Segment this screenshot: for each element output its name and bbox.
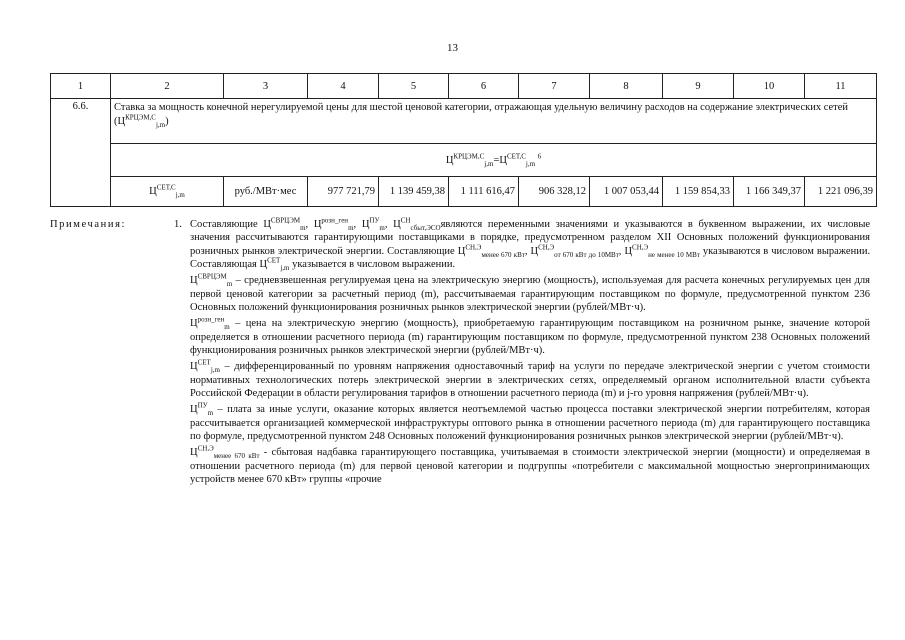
column-header: 8 <box>590 74 663 99</box>
value-cell: 906 328,12 <box>519 177 590 207</box>
table-row-values <box>51 177 877 207</box>
value-cell: 977 721,79 <box>308 177 379 207</box>
values-symbol: $Ц^{СЕТ,С}_{j,m}$ <box>111 177 224 207</box>
rate-formula: $Ц^{КРЦЭМ,С}_{j,m}=Ц^{СЕТ,С}_{j,m}$ $^6$ <box>111 144 877 177</box>
row-number: 6.6. <box>51 99 111 207</box>
row-description-text: Ставка за мощность конечной нерегулируемой цены для шестой ценовой категории, отражающая удельную величину расходов на содержание электрических сетей <box>114 102 849 113</box>
column-header: 10 <box>734 74 805 99</box>
table-header-row <box>51 74 877 99</box>
column-header: 6 <box>449 74 519 99</box>
value-cell: 1 166 349,37 <box>734 177 805 207</box>
column-header: 4 <box>308 74 379 99</box>
note-paragraph: $Ц^{СН,Э}_{менее 670 кВт}$ - сбытовая надбавка гарантирующего поставщика, учитываемая в стоимости электрической энергии (мощности) и определяемая в отношении расчетного периода (m) для первой ценовой категории и подгруппы «потребители с максимальной мощностью энергопринимающих устройств менее 670 кВт» группы «прочие <box>190 444 870 485</box>
unit-cell: руб./МВт·мес <box>224 177 308 207</box>
column-header: 3 <box>224 74 308 99</box>
page-number: 13 <box>447 42 458 54</box>
column-header: 7 <box>519 74 590 99</box>
row-description: Ставка за мощность конечной нерегулируемой цены для шестой ценовой категории, отражающая удельную величину расходов на содержание электрических сетей $(Ц^{КРЦЭМ,С}_{j,m})$ <box>111 99 877 144</box>
note-paragraph: $Ц^{СВРЦЭМ}_m$ – средневзвешенная регулируемая цена на электрическую энергию (мощность), используемая для расчета конечных регулируемых цен для первой ценовой категории за расчетный период (m), рассчитываемая гарантирующим поставщиком по формуле, предусмотренной пунктом 236 Основных положений функционирования розничных рынков электрической энергии (рублей/МВт·ч). <box>190 272 871 313</box>
rates-table <box>50 73 877 207</box>
column-header: 9 <box>663 74 734 99</box>
table-row-description <box>51 99 877 144</box>
column-header: 1 <box>51 74 111 99</box>
value-cell: 1 111 616,47 <box>449 177 519 207</box>
note-paragraph: $Ц^{ПУ}_m$ – плата за иные услуги, оказание которых является неотъемлемой частью процесса поставки электрической энергии потребителям, которая рассчитывается организацией коммерческой инфраструктуры оптового рынка в отношении расчетного периода (m) для гарантирующего поставщика по формуле, предусмотренной пунктом 248 Основных положений функционирования розничных рынков электрической энергии (рублей/МВт·ч). <box>190 401 871 442</box>
note-paragraph: $Ц^{розн\_ген}_m$ – цена на электрическую энергию (мощность), приобретаемую гарантирующим поставщиком на розничном рынке, значение которой определяется в отношении расчетного периода (m) гарантирующим поставщиком по формуле, предусмотренной пунктом 238 Основных положений функционирования розничных рынков электрической энергии (рублей/МВт·ч). <box>190 315 870 356</box>
notes-heading: Примечания: <box>50 219 127 230</box>
note-paragraph: $Ц^{СЕТ}_{j,m}$ – дифференцированный по уровням напряжения одноставочный тариф на услуги по передаче электрической энергии с учетом стоимости нормативных технологических потерь электрической энергии в электрических сетях, определяемый органом исполнительной власти субъекта Российской Федерации в области регулирования тарифов в отношении расчетного периода (m) и j-го уровня напряжения (рублей/МВт·ч). <box>190 358 870 399</box>
value-cell: 1 139 459,38 <box>379 177 449 207</box>
notes-body <box>190 218 870 489</box>
value-cell: 1 159 854,33 <box>663 177 734 207</box>
note-number: 1. <box>174 219 182 230</box>
note-paragraph: Составляющие $Ц^{СВРЦЭМ}_m$, $Ц^{розн\_ген}_m$, $Ц^{ПУ}_m$, $Ц^{СН}_{сбыт,ЭСО}являются$ переменными значениями и указываются в буквенном выражении, их числовые значения рассчитываются гарантирующими поставщиками в порядке, предусмотренном разделом XII Основных положений функционирования розничных рынков электрической энергии. Составляющие $Ц^{СН,Э}_{менее 670 кВт}$, $Ц^{СН,Э}_{от 670 кВт до 10МВт}$, $Ц^{СН,Э}_{не менее 10 МВт}$ указываются в числовом выражении. Составляющая $Ц^{СЕТ}_{j,m}$ указывается в числовом выражении. <box>190 216 871 273</box>
formula-index: 6 <box>537 152 542 160</box>
column-header: 5 <box>379 74 449 99</box>
column-header: 2 <box>111 74 224 99</box>
column-header: 11 <box>805 74 877 99</box>
value-cell: 1 007 053,44 <box>590 177 663 207</box>
value-cell: 1 221 096,39 <box>805 177 877 207</box>
rate-symbol: $Ц^{КРЦЭМ,С}_{j,m}$ <box>117 113 166 130</box>
table-row-formula <box>51 144 877 177</box>
